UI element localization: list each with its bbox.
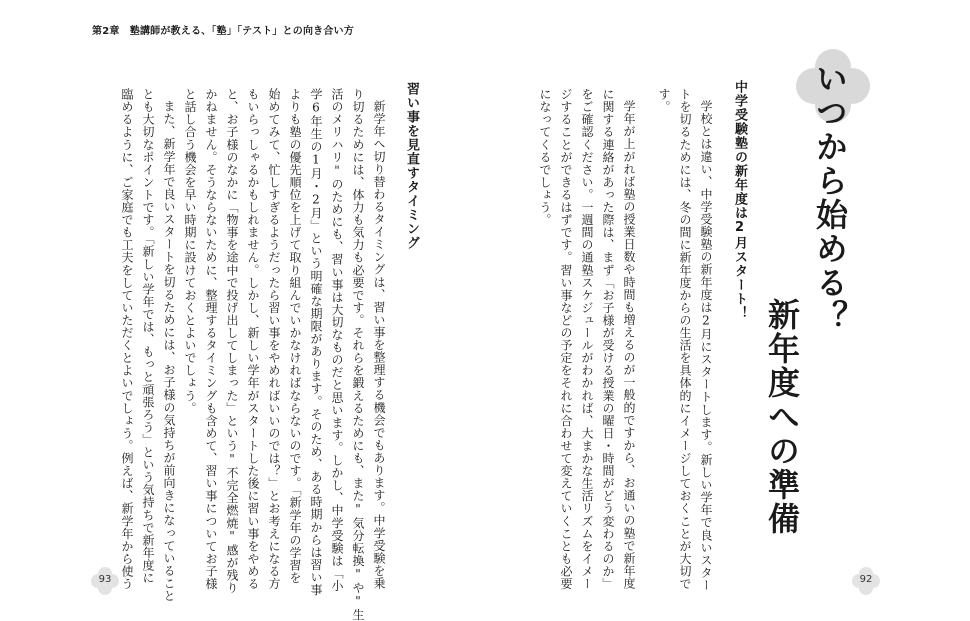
- paragraph-line: 学校とは違い、中学受験塾の新年度は2月にスタートします。新しい学年で良いスター: [699, 100, 713, 592]
- subheading: 習い事を見直すタイミング: [404, 82, 419, 250]
- page-number-text: 93: [98, 574, 112, 585]
- paragraph-line: ジすることができるはずです。習い事などの予定をそれに合わせて変えていくことも必要: [559, 88, 573, 590]
- page-number-text: 92: [859, 574, 873, 585]
- paragraph-line: に関する連絡があった際は、まず「お子様が受ける授業の曜日・時間がどう変わるのか」: [601, 88, 615, 590]
- paragraph-line: 学6年生の1月・2月」という明確な期限があります。そのため、ある時期からは習い事: [309, 88, 323, 596]
- paragraph-line: また、新学年で良いスタートを切るためには、お子様の気持ちが前向きになっていること: [162, 100, 176, 602]
- paragraph-line: をご確認ください。一週間の通塾スケジュールがわかれば、大まかな生活リズムをイメー: [580, 88, 594, 590]
- paragraph-line: もいらっしゃるかもしれません。しかし、新しい学年がスタートした後に習い事をやめる: [246, 88, 260, 590]
- paragraph-line: 新学年へ切り替わるタイミングは、習い事を整理する機会でもあります。中学受験を乗: [372, 100, 386, 590]
- subheading: 中学受験塾の新年度は2月スタート！: [732, 80, 747, 320]
- paragraph-line: トを切るためには、冬の間に新年度からの生活を具体的にイメージしておくことが大切で: [678, 88, 692, 590]
- paragraph-line: になってくるでしょう。: [538, 88, 552, 227]
- paragraph-line: 始めてみて、忙しすぎるようだったら習い事をやめればいいのでは？」とお考えになる方: [267, 88, 281, 590]
- paragraph-line: とも大切なポイントです。「新しい学年では、もっと頑張ろう」という気持ちで新年度に: [141, 88, 155, 584]
- paragraph-line: す。: [657, 88, 671, 114]
- paragraph-line: 活のメリハリ"のためにも、習い事は大切なものだと思います。しかし、中学受験は「小: [330, 88, 344, 592]
- paragraph-line: と、お子様のなかに「物事を途中で投げ出してしまった」という"不完全燃焼"感が残り: [225, 88, 239, 594]
- running-head: 第2章 塾講師が教える、「塾」「テスト」との向き合い方: [92, 26, 354, 37]
- paragraph-line: と話し合う機会を早い時期に設けておくとよいでしょう。: [183, 88, 197, 415]
- paragraph-line: 臨めるように、ご家庭でも工夫をしていただくとよいでしょう。例えば、新学年から使う: [120, 88, 134, 590]
- paragraph-line: 学年が上がれば塾の授業日数や時間も増えるのが一般的ですから、お通いの塾で新年度: [622, 100, 636, 590]
- paragraph-line: り切るためには、体力も気力も必要です。それらを鍛えるためにも、また"気分転換"や"生: [351, 88, 365, 621]
- section-title-line-2: 新年度への準備: [763, 298, 801, 536]
- page-number: [90, 566, 120, 596]
- paragraph-line: よりも塾の優先順位を上げて取り組んでいかなければならないのです。「新学年の学習を: [288, 88, 302, 584]
- page-number: [851, 566, 881, 596]
- section-title-line-1: いつから始める？: [811, 62, 849, 334]
- paragraph-line: かねません。そうならないために、整理するタイミングも含めて、習い事についてお子様: [204, 88, 218, 590]
